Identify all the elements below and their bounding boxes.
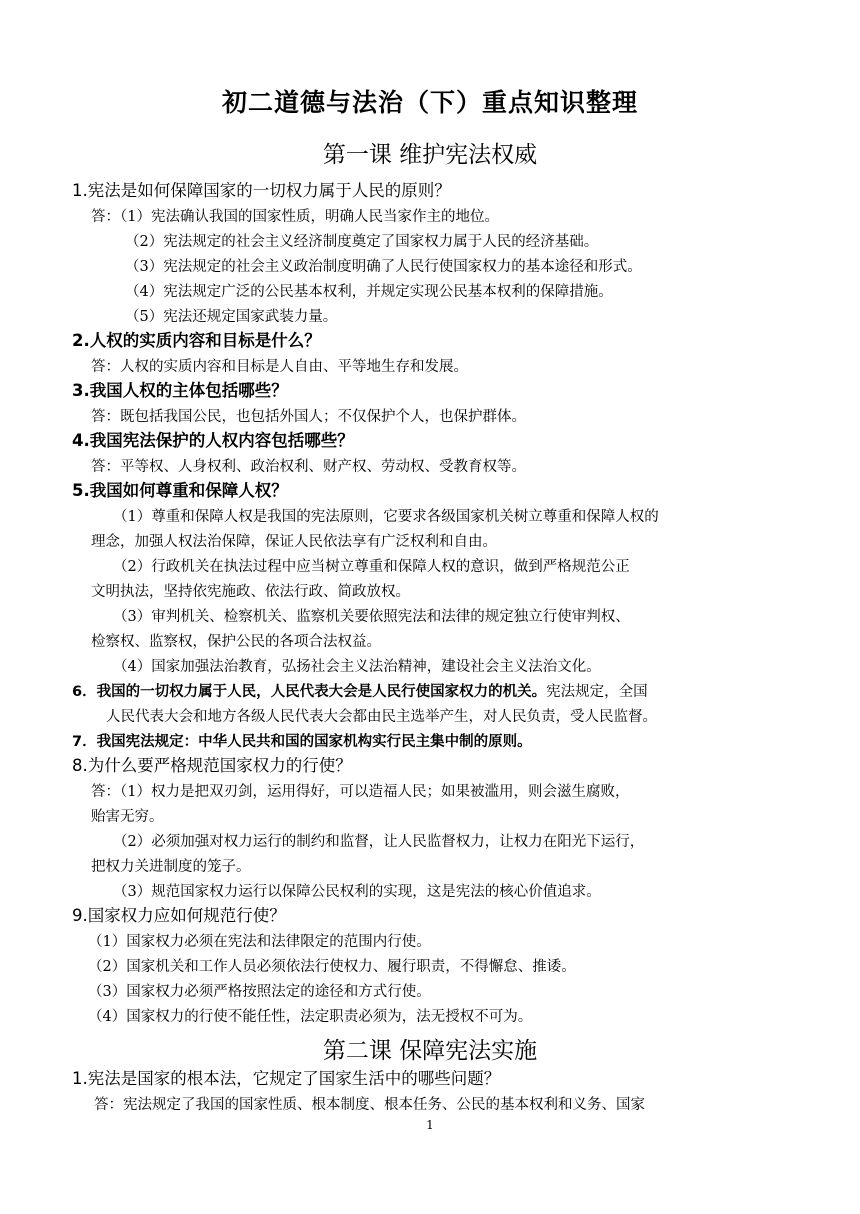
lesson-2-heading: 第二课 保障宪法实施 [322,1038,538,1064]
page-number: 1 [426,1118,434,1132]
question-4: 4.我国宪法保护的人权内容包括哪些？ [72,431,354,450]
statement-6-line2: 人民代表大会和地方各级人民代表大会都由民主选举产生，对人民负责，受人民监督。 [106,709,657,725]
answer-line: 答：平等权、人身权利、政治权利、财产权、劳动权、受教育权等。 [91,459,526,475]
question-1: 1.宪法是如何保障国家的一切权力属于人民的原则？ [72,181,451,200]
answer-line: 理念，加强人权法治保障，保证人民依法享有广泛权利和自由。 [91,534,497,550]
question-8: 8.为什么要严格规范国家权力的行使？ [72,756,352,775]
answer-line: 答：（1）宪法确认我国的国家性质，明确人民当家作主的地位。 [91,209,499,225]
answer-line: （5）宪法还规定国家武装力量。 [125,309,338,325]
answer-line: （2）宪法规定的社会主义经济制度奠定了国家权力属于人民的经济基础。 [125,234,599,250]
answer-line: （3）审判机关、检察机关、监察机关要依照宪法和法律的规定独立行使审判权、 [113,609,630,625]
answer-line: （4）宪法规定广泛的公民基本权利，并规定实现公民基本权利的保障措施。 [125,284,613,300]
lesson-1-heading: 第一课 维护宪法权威 [322,142,538,168]
answer-line: （2）行政机关在执法过程中应当树立尊重和保障人权的意识，做到严格规范公正 [113,559,630,575]
answer-line: （3）国家权力必须严格按照法定的途径和方式行使。 [88,984,431,1000]
answer-line: （2）国家机关和工作人员必须依法行使权力、履行职责，不得懈怠、推诿。 [88,959,576,975]
answer-line: （1）尊重和保障人权是我国的宪法原则，它要求各级国家机关树立尊重和保障人权的 [113,509,659,525]
question-5: 5.我国如何尊重和保障人权？ [72,481,288,500]
answer-line: 答：宪法规定了我国的国家性质、根本制度、根本任务、公民的基本权利和义务、国家 [94,1097,645,1113]
answer-line: 答：（1）权力是把双刃剑，运用得好，可以造福人民；如果被滥用，则会滋生腐败， [91,784,630,800]
question-3: 3.我国人权的主体包括哪些？ [72,381,288,400]
answer-line: 检察权、监察权，保护公民的各项合法权益。 [91,634,381,650]
answer-line: （3）规范国家权力运行以保障公民权利的实现，这是宪法的核心价值追求。 [113,884,601,900]
statement-6 [72,680,648,701]
answer-line: （4）国家加强法治教育，弘扬社会主义法治精神，建设社会主义法治文化。 [113,659,601,675]
answer-line: （4）国家权力的行使不能任性，法定职责必须为，法无授权不可为。 [88,1009,533,1025]
answer-line: （3）宪法规定的社会主义政治制度明确了人民行使国家权力的基本途径和形式。 [125,259,642,275]
statement-6-rest: 宪法规定，全国 [546,684,648,700]
statement-6-bold: 6．我国的一切权力属于人民，人民代表大会是人民行使国家权力的机关。 [72,684,547,700]
document-title: 初二道德与法治（下）重点知识整理 [221,88,638,117]
statement-7 [72,730,532,751]
answer-line: 文明执法，坚持依宪施政、依法行政、简政放权。 [91,584,410,600]
question-9: 9.国家权力应如何规范行使？ [72,906,286,925]
answer-line: 把权力关进制度的笼子。 [91,859,251,875]
question-2: 2.人权的实质内容和目标是什么？ [72,331,321,350]
statement-7-bold: 7．我国宪法规定：中华人民共和国的国家机构实行民主集中制的原则。 [72,734,532,750]
answer-line: 答：人权的实质内容和目标是人自由、平等地生存和发展。 [91,359,468,375]
answer-line: 答：既包括我国公民，也包括外国人；不仅保护个人，也保护群体。 [91,409,526,425]
answer-line: 贻害无穷。 [91,809,164,825]
answer-line: （1）国家权力必须在宪法和法律限定的范围内行使。 [88,934,431,950]
answer-line: （2）必须加强对权力运行的制约和监督，让人民监督权力，让权力在阳光下运行， [113,834,645,850]
lesson-2-question-1: 1.宪法是国家的根本法，它规定了国家生活中的哪些问题？ [72,1069,501,1088]
